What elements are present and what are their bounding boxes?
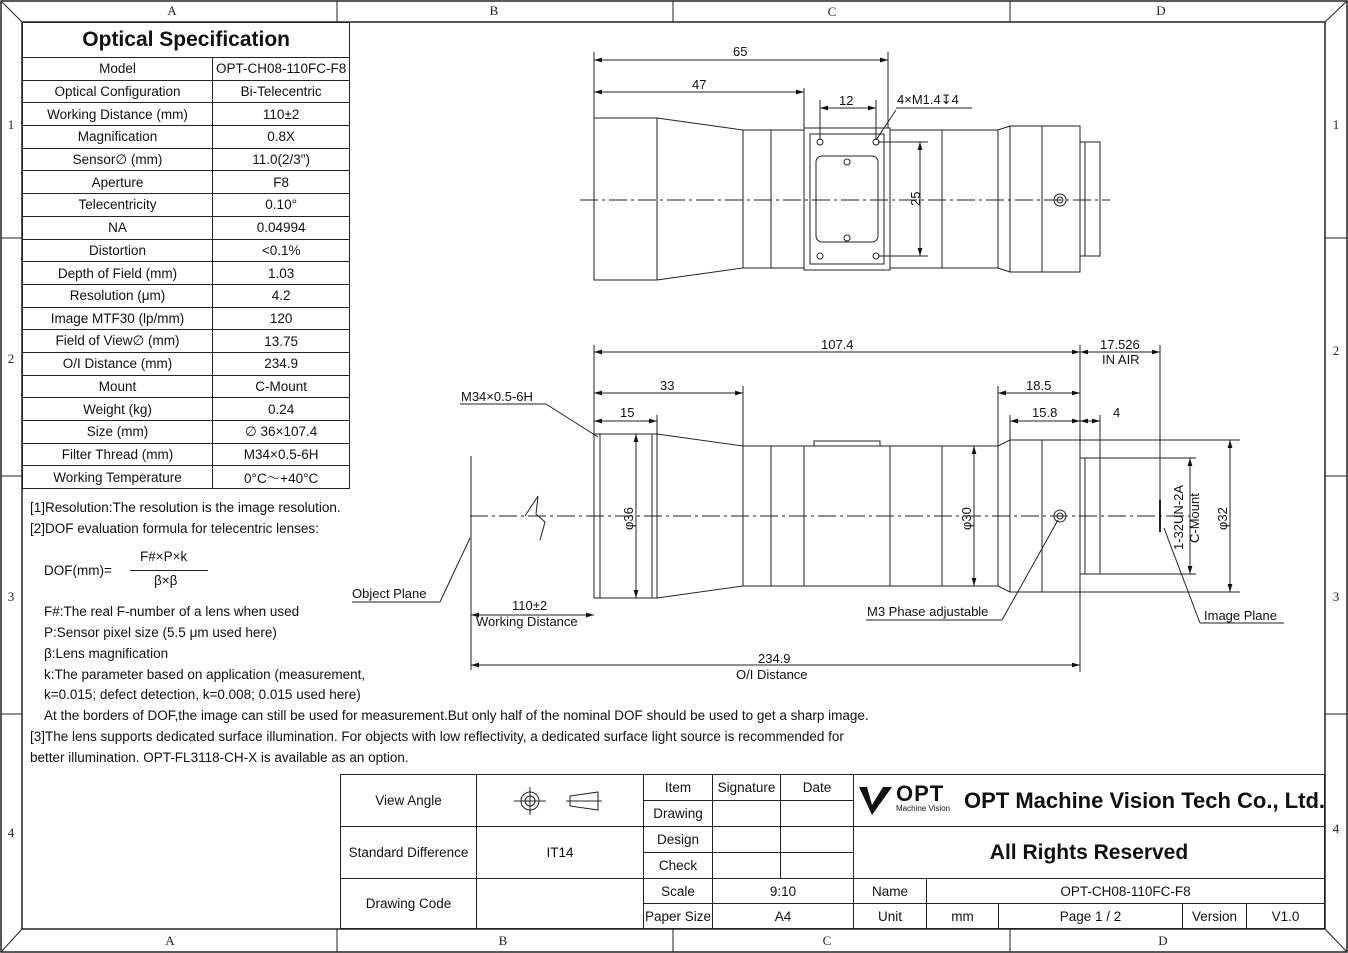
note-illumination-2: better illumination. OPT-FL3118-CH-X is available as an option. [30, 750, 409, 765]
page-number: Page 1 / 2 [998, 903, 1183, 929]
screw-spec: 4×M1.4↧4 [897, 92, 959, 107]
spec-key: Filter Thread (mm) [23, 443, 213, 466]
spec-value: 120 [213, 307, 350, 330]
spec-value: 234.9 [213, 352, 350, 375]
std-diff-value: IT14 [476, 826, 644, 879]
std-diff-label: Standard Difference [340, 826, 477, 879]
spec-key: NA [23, 216, 213, 239]
spec-value: 0.8X [213, 126, 350, 149]
dim-15-8: 15.8 [1032, 405, 1058, 420]
spec-value: 11.0(2/3") [213, 148, 350, 171]
zone-col-a: A [167, 3, 177, 18]
spec-key: Mount [23, 375, 213, 398]
zone-col-d: D [1156, 3, 1166, 18]
spec-value: Bi-Telecentric [213, 80, 350, 103]
zone-row-2: 2 [7, 351, 15, 366]
object-plane-label: Object Plane [352, 586, 427, 601]
spec-key: Sensor∅ (mm) [23, 148, 213, 171]
dim-15: 15 [620, 405, 635, 420]
projection-symbol-icon [510, 786, 610, 816]
zone-row-1-right: 1 [1332, 117, 1340, 132]
zone-row-1: 1 [7, 117, 15, 132]
oi-value: 234.9 [758, 651, 791, 666]
phase-label: M3 Phase adjustable [867, 604, 989, 619]
wd-label: Working Distance [476, 614, 578, 629]
note-k2: k=0.015; defect detection, k=0.008; 0.015 used here) [44, 687, 361, 702]
projection-symbol [476, 774, 644, 827]
unit-label: Unit [853, 903, 927, 929]
spec-key: Distortion [23, 239, 213, 262]
company-name: OPT Machine Vision Tech Co., Ltd. [964, 787, 1326, 813]
spec-key: O/I Distance (mm) [23, 352, 213, 375]
scale-label: Scale [643, 878, 713, 904]
spec-value: 0.10° [213, 194, 350, 217]
spec-title: Optical Specification [23, 23, 350, 58]
spec-key: Optical Configuration [23, 80, 213, 103]
spec-key: Image MTF30 (lp/mm) [23, 307, 213, 330]
spec-value: F8 [213, 171, 350, 194]
top-mount-holes [817, 139, 879, 259]
check-signature [712, 852, 781, 879]
spec-value: C-Mount [213, 375, 350, 398]
version-value: V1.0 [1246, 903, 1325, 929]
zone-col-a-bottom: A [165, 933, 175, 948]
spec-key: Depth of Field (mm) [23, 262, 213, 285]
zone-row-3-right: 3 [1332, 589, 1340, 604]
design-label: Design [643, 826, 713, 853]
oi-label: O/I Distance [736, 667, 808, 682]
note-fnumber: F#:The real F-number of a lens when used [44, 604, 300, 619]
spec-key: Field of View∅ (mm) [23, 330, 213, 353]
design-signature [712, 826, 781, 853]
spec-key: Working Distance (mm) [23, 103, 213, 126]
item-label: Item [643, 774, 713, 801]
in-air-label: IN AIR [1102, 352, 1140, 367]
spec-value: ∅ 36×107.4 [213, 421, 350, 444]
drawing-code-value [476, 878, 644, 929]
spec-value: 13.75 [213, 330, 350, 353]
zone-col-b-bottom: B [498, 933, 508, 948]
spec-value: 1.03 [213, 262, 350, 285]
zone-row-4: 4 [7, 825, 15, 840]
dim-25: 25 [908, 191, 923, 206]
spec-value: <0.1% [213, 239, 350, 262]
dim-47: 47 [692, 77, 707, 92]
drawing-date [780, 800, 854, 827]
rights-text: All Rights Reserved [853, 826, 1325, 879]
zone-row-2-right: 2 [1332, 343, 1340, 358]
date-label: Date [780, 774, 854, 801]
cmount-thread: 1-32UN-2A [1171, 484, 1186, 550]
title-block [340, 774, 1325, 929]
spec-value: 4.2 [213, 284, 350, 307]
unit-value: mm [926, 903, 999, 929]
filter-thread-label: M34×0.5-6H [461, 389, 533, 404]
spec-value: 0.24 [213, 398, 350, 421]
spec-value: OPT-CH08-110FC-F8 [213, 58, 350, 81]
spec-key: Weight (kg) [23, 398, 213, 421]
spec-key: Model [23, 58, 213, 81]
spec-key: Magnification [23, 126, 213, 149]
spec-value: M34×0.5-6H [213, 443, 350, 466]
check-label: Check [643, 852, 713, 879]
zone-col-d-bottom: D [1158, 933, 1168, 948]
spec-value: 0.04994 [213, 216, 350, 239]
spec-key: Telecentricity [23, 194, 213, 217]
break-symbol [525, 496, 545, 540]
signature-label: Signature [712, 774, 781, 801]
dim-4: 4 [1113, 405, 1121, 420]
logo-text: OPT [896, 781, 945, 806]
opt-logo [858, 781, 950, 815]
paper-size-value: A4 [712, 903, 854, 929]
dim-18-5: 18.5 [1026, 378, 1052, 393]
drawing-code-label: Drawing Code [340, 878, 477, 929]
spec-key: Working Temperature [23, 466, 213, 489]
paper-size-label: Paper Size [643, 903, 713, 929]
note-dof-formula: [2]DOF evaluation formula for telecentric lenses: [30, 521, 319, 536]
spec-value: 0°C～+40°C [213, 466, 350, 489]
note-beta: β:Lens magnification [44, 646, 169, 661]
spec-key: Resolution (μm) [23, 284, 213, 307]
design-date [780, 826, 854, 853]
view-angle-label: View Angle [340, 774, 477, 827]
scale-value: 9:10 [712, 878, 854, 904]
dim-phi36: φ36 [621, 507, 636, 530]
zone-col-c: C [827, 4, 837, 19]
drawing-signature [712, 800, 781, 827]
dim-65: 65 [733, 44, 748, 59]
opt-logo-icon [858, 781, 892, 815]
logo-subtext: Machine Vision [896, 804, 951, 813]
dof-denominator: β×β [154, 573, 178, 588]
version-label: Version [1182, 903, 1247, 929]
drawing-label: Drawing [643, 800, 713, 827]
spec-value: 110±2 [213, 103, 350, 126]
dim-33: 33 [660, 378, 675, 393]
dim-phi30: φ30 [959, 507, 974, 530]
name-label: Name [853, 878, 927, 904]
dim-12: 12 [839, 93, 854, 108]
top-view-lens [594, 118, 1100, 280]
note-borders: At the borders of DOF,the image can still be used for measurement.But only half of the nominal DOF should be used to get a sharp image. [44, 708, 869, 723]
spec-key: Aperture [23, 171, 213, 194]
wd-value: 110±2 [512, 598, 548, 613]
spec-key: Size (mm) [23, 421, 213, 444]
dim-phi32: φ32 [1215, 507, 1230, 530]
dof-label: DOF(mm)= [44, 563, 112, 578]
dof-numerator: F#×P×k [140, 549, 188, 564]
zone-col-b: B [489, 3, 499, 18]
name-value: OPT-CH08-110FC-F8 [926, 878, 1325, 904]
note-pixel: P:Sensor pixel size (5.5 μm used here) [44, 625, 277, 640]
check-date [780, 852, 854, 879]
company-cell [853, 774, 1325, 827]
image-plane-label: Image Plane [1204, 608, 1277, 623]
dim-17-526: 17.526 [1100, 337, 1140, 352]
zone-col-c-bottom: C [822, 933, 832, 948]
note-illumination-1: [3]The lens supports dedicated surface illumination. For objects with low reflectivity, a dedicated surface light source is recommended for [30, 729, 844, 744]
note-resolution: [1]Resolution:The resolution is the image resolution. [30, 500, 341, 515]
cmount-label: C-Mount [1187, 493, 1202, 543]
zone-row-3: 3 [7, 589, 15, 604]
dim-107-4: 107.4 [821, 337, 854, 352]
zone-row-4-right: 4 [1332, 821, 1340, 836]
note-k1: k:The parameter based on application (measurement, [44, 667, 366, 682]
